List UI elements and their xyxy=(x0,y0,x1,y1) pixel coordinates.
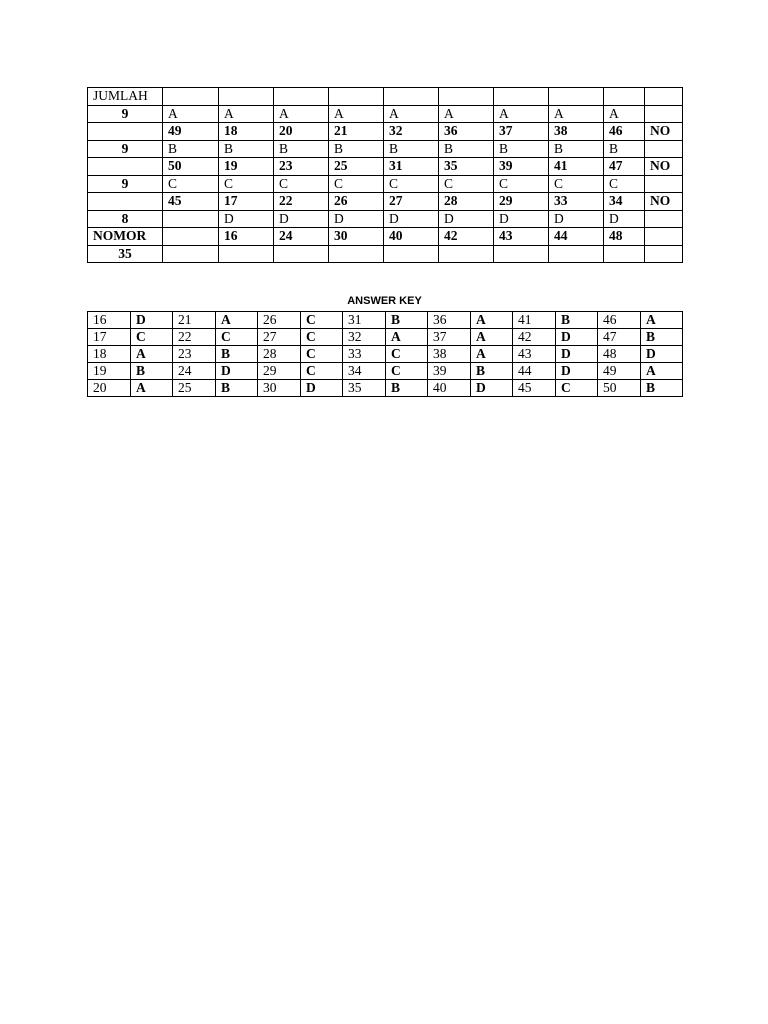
tally-cell: 37 xyxy=(494,123,549,141)
tally-row xyxy=(88,158,683,176)
tally-cell xyxy=(604,245,645,263)
question-number: 31 xyxy=(343,312,386,329)
tally-cell xyxy=(494,88,549,106)
tally-cell: 35 xyxy=(439,158,494,176)
tally-cell: 41 xyxy=(549,158,604,176)
tally-cell: 34 xyxy=(604,193,645,211)
tally-cell xyxy=(645,210,683,228)
answer-key-row xyxy=(88,329,683,346)
tally-cell: B xyxy=(274,140,329,158)
question-number: 19 xyxy=(88,363,131,380)
answer-letter: A xyxy=(471,312,513,329)
tally-cell: A xyxy=(163,105,219,123)
answer-letter: B xyxy=(131,363,173,380)
question-number: 20 xyxy=(88,380,131,397)
answer-letter: A xyxy=(131,346,173,363)
question-number: 32 xyxy=(343,329,386,346)
tally-cell: D xyxy=(384,210,439,228)
tally-cell xyxy=(88,158,163,176)
answer-letter: C xyxy=(556,380,598,397)
tally-cell: 45 xyxy=(163,193,219,211)
tally-cell: D xyxy=(274,210,329,228)
question-number: 45 xyxy=(513,380,556,397)
answer-letter: C xyxy=(301,346,343,363)
tally-cell: B xyxy=(549,140,604,158)
answer-letter: D xyxy=(556,346,598,363)
tally-cell xyxy=(604,88,645,106)
answer-letter: A xyxy=(641,312,683,329)
tally-cell: 44 xyxy=(549,228,604,246)
tally-cell: 28 xyxy=(439,193,494,211)
tally-cell xyxy=(163,210,219,228)
tally-cell xyxy=(439,245,494,263)
tally-cell xyxy=(494,245,549,263)
question-number: 24 xyxy=(173,363,216,380)
answer-letter: D xyxy=(641,346,683,363)
answer-letter: B xyxy=(216,380,258,397)
tally-row xyxy=(88,245,683,263)
tally-cell xyxy=(645,105,683,123)
answer-key-row xyxy=(88,380,683,397)
tally-cell: NO xyxy=(645,193,683,211)
tally-cell: 39 xyxy=(494,158,549,176)
tally-cell xyxy=(163,245,219,263)
tally-cell: A xyxy=(439,105,494,123)
tally-cell xyxy=(384,245,439,263)
answer-letter: D xyxy=(556,329,598,346)
tally-row xyxy=(88,193,683,211)
tally-cell: 22 xyxy=(274,193,329,211)
tally-cell xyxy=(439,88,494,106)
tally-cell: B xyxy=(163,140,219,158)
tally-cell: 9 xyxy=(88,175,163,193)
question-number: 41 xyxy=(513,312,556,329)
question-number: 23 xyxy=(173,346,216,363)
answer-letter: B xyxy=(386,312,428,329)
answer-letter: B xyxy=(556,312,598,329)
tally-cell: C xyxy=(494,175,549,193)
answer-key-row xyxy=(88,312,683,329)
answer-letter: D xyxy=(471,380,513,397)
tally-cell: C xyxy=(163,175,219,193)
tally-cell xyxy=(645,140,683,158)
tally-cell: C xyxy=(219,175,274,193)
answer-letter: C xyxy=(301,363,343,380)
question-number: 27 xyxy=(258,329,301,346)
tally-cell xyxy=(549,245,604,263)
tally-cell xyxy=(329,88,384,106)
question-number: 39 xyxy=(428,363,471,380)
tally-cell: A xyxy=(604,105,645,123)
tally-cell xyxy=(219,88,274,106)
tally-cell: 35 xyxy=(88,245,163,263)
tally-cell: 30 xyxy=(329,228,384,246)
tally-cell: 9 xyxy=(88,140,163,158)
tally-cell: D xyxy=(549,210,604,228)
tally-cell: D xyxy=(439,210,494,228)
tally-cell: 19 xyxy=(219,158,274,176)
question-number: 30 xyxy=(258,380,301,397)
tally-cell: B xyxy=(219,140,274,158)
answer-letter: B xyxy=(641,380,683,397)
answer-letter: C xyxy=(301,312,343,329)
tally-cell: C xyxy=(384,175,439,193)
question-number: 18 xyxy=(88,346,131,363)
tally-cell: 24 xyxy=(274,228,329,246)
tally-cell: 9 xyxy=(88,105,163,123)
tally-cell: C xyxy=(439,175,494,193)
tally-cell: 46 xyxy=(604,123,645,141)
tally-cell: JUMLAH xyxy=(88,88,163,106)
tally-row xyxy=(88,210,683,228)
answer-letter: B xyxy=(216,346,258,363)
tally-cell: C xyxy=(604,175,645,193)
tally-cell xyxy=(88,193,163,211)
answer-letter: C xyxy=(216,329,258,346)
answer-letter: A xyxy=(471,346,513,363)
answer-letter: A xyxy=(216,312,258,329)
question-number: 29 xyxy=(258,363,301,380)
tally-cell: 50 xyxy=(163,158,219,176)
question-number: 36 xyxy=(428,312,471,329)
question-number: 43 xyxy=(513,346,556,363)
tally-cell: 18 xyxy=(219,123,274,141)
answer-letter: D xyxy=(556,363,598,380)
answer-letter: C xyxy=(131,329,173,346)
question-number: 21 xyxy=(173,312,216,329)
tally-table-body xyxy=(88,88,683,263)
question-number: 34 xyxy=(343,363,386,380)
answer-letter: A xyxy=(386,329,428,346)
tally-cell xyxy=(88,123,163,141)
question-number: 25 xyxy=(173,380,216,397)
answer-letter: C xyxy=(301,329,343,346)
answer-key-row xyxy=(88,363,683,380)
answer-letter: D xyxy=(216,363,258,380)
tally-cell: D xyxy=(219,210,274,228)
question-number: 40 xyxy=(428,380,471,397)
question-number: 49 xyxy=(598,363,641,380)
answer-key-table xyxy=(87,311,683,397)
tally-cell: D xyxy=(329,210,384,228)
tally-cell: NO xyxy=(645,158,683,176)
answer-letter: D xyxy=(131,312,173,329)
tally-cell: 20 xyxy=(274,123,329,141)
tally-cell: 49 xyxy=(163,123,219,141)
tally-cell: 36 xyxy=(439,123,494,141)
tally-cell: B xyxy=(384,140,439,158)
tally-row xyxy=(88,105,683,123)
question-number: 38 xyxy=(428,346,471,363)
tally-cell: D xyxy=(494,210,549,228)
tally-cell: 23 xyxy=(274,158,329,176)
tally-cell xyxy=(274,88,329,106)
tally-cell xyxy=(645,245,683,263)
tally-cell: 31 xyxy=(384,158,439,176)
tally-cell: D xyxy=(604,210,645,228)
answer-letter: A xyxy=(471,329,513,346)
tally-cell xyxy=(163,228,219,246)
tally-row xyxy=(88,88,683,106)
tally-row xyxy=(88,175,683,193)
tally-cell: B xyxy=(329,140,384,158)
tally-cell: A xyxy=(494,105,549,123)
tally-cell xyxy=(329,245,384,263)
tally-cell: 32 xyxy=(384,123,439,141)
answer-key-table-body xyxy=(88,312,683,397)
question-number: 35 xyxy=(343,380,386,397)
answer-letter: A xyxy=(641,363,683,380)
tally-cell: A xyxy=(274,105,329,123)
tally-cell: 21 xyxy=(329,123,384,141)
question-number: 28 xyxy=(258,346,301,363)
tally-cell: A xyxy=(549,105,604,123)
tally-cell: B xyxy=(494,140,549,158)
tally-cell: NOMOR xyxy=(88,228,163,246)
tally-table xyxy=(87,87,683,263)
tally-cell: 42 xyxy=(439,228,494,246)
answer-letter: A xyxy=(131,380,173,397)
tally-cell: C xyxy=(274,175,329,193)
answer-key-row xyxy=(88,346,683,363)
tally-cell xyxy=(645,175,683,193)
tally-cell: 16 xyxy=(219,228,274,246)
question-number: 22 xyxy=(173,329,216,346)
question-number: 26 xyxy=(258,312,301,329)
question-number: 33 xyxy=(343,346,386,363)
tally-cell: 43 xyxy=(494,228,549,246)
tally-cell: B xyxy=(439,140,494,158)
answer-key-title: ANSWER KEY xyxy=(347,295,422,307)
tally-cell xyxy=(163,88,219,106)
question-number: 46 xyxy=(598,312,641,329)
tally-cell: 29 xyxy=(494,193,549,211)
question-number: 48 xyxy=(598,346,641,363)
tally-cell: A xyxy=(384,105,439,123)
tally-cell: C xyxy=(329,175,384,193)
tally-cell xyxy=(645,228,683,246)
tally-cell xyxy=(645,88,683,106)
tally-cell: 47 xyxy=(604,158,645,176)
answer-letter: D xyxy=(301,380,343,397)
tally-cell: 25 xyxy=(329,158,384,176)
tally-cell: 26 xyxy=(329,193,384,211)
question-number: 47 xyxy=(598,329,641,346)
tally-cell xyxy=(384,88,439,106)
tally-cell: B xyxy=(604,140,645,158)
tally-row xyxy=(88,228,683,246)
answer-letter: B xyxy=(386,380,428,397)
answer-letter: C xyxy=(386,363,428,380)
tally-cell: 48 xyxy=(604,228,645,246)
tally-cell xyxy=(549,88,604,106)
tally-row xyxy=(88,140,683,158)
tally-cell: 38 xyxy=(549,123,604,141)
tally-cell: 17 xyxy=(219,193,274,211)
question-number: 16 xyxy=(88,312,131,329)
question-number: 17 xyxy=(88,329,131,346)
answer-letter: B xyxy=(471,363,513,380)
question-number: 42 xyxy=(513,329,556,346)
question-number: 37 xyxy=(428,329,471,346)
tally-cell: 27 xyxy=(384,193,439,211)
question-number: 50 xyxy=(598,380,641,397)
question-number: 44 xyxy=(513,363,556,380)
answer-letter: B xyxy=(641,329,683,346)
tally-cell: 33 xyxy=(549,193,604,211)
tally-cell xyxy=(219,245,274,263)
tally-cell: 40 xyxy=(384,228,439,246)
tally-cell: C xyxy=(549,175,604,193)
answer-letter: C xyxy=(386,346,428,363)
tally-cell xyxy=(274,245,329,263)
tally-cell: A xyxy=(219,105,274,123)
tally-cell: NO xyxy=(645,123,683,141)
tally-row xyxy=(88,123,683,141)
tally-cell: 8 xyxy=(88,210,163,228)
tally-cell: A xyxy=(329,105,384,123)
